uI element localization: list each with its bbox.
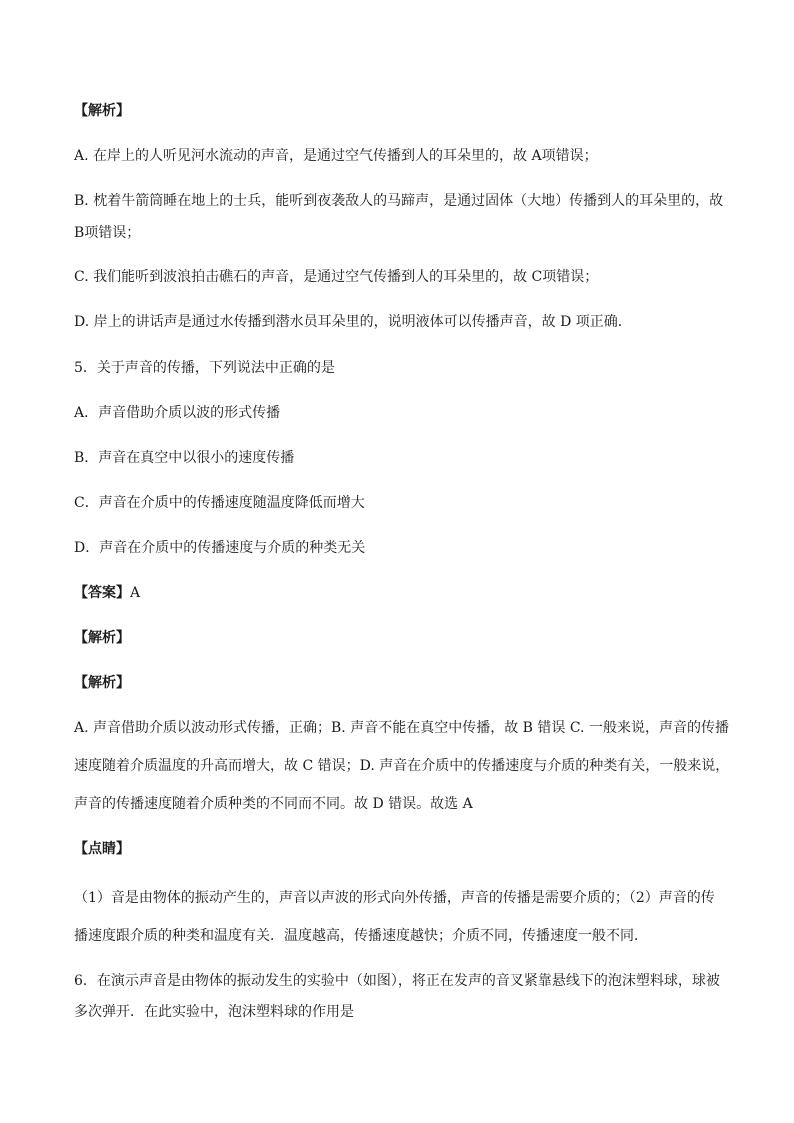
question-5-option-d: D．声音在介质中的传播速度与介质的种类无关	[74, 540, 366, 556]
answer-value: A	[130, 585, 141, 601]
analysis-option-b-line1: B. 枕着牛箭筒睡在地上的士兵，能听到夜袭敌人的马蹄声，是通过固体（大地）传播到人的耳朵里的，故	[74, 193, 724, 209]
comment-heading: 【点睛】	[74, 841, 130, 857]
question-6-stem-line1: 6．在演示声音是由物体的振动发生的实验中（如图），将正在发声的音叉紧靠悬线下的泡沫塑料球，球被	[74, 973, 720, 989]
question-5-stem: 5．关于声音的传播，下列说法中正确的是	[74, 360, 335, 376]
question-5-option-b: B．声音在真空中以很小的速度传播	[74, 450, 295, 466]
analysis-option-b-line2: B项错误；	[74, 225, 141, 241]
comment-line2: 播速度跟介质的种类和温度有关．温度越高，传播速度越快；介质不同，传播速度一般不同．	[74, 928, 648, 944]
question-5-analysis-line2: 速度随着介质温度的升高而增大，故 C 错误；D. 声音在介质中的传播速度与介质的种类有关，一般来说，	[74, 758, 730, 774]
question-5-analysis-line1: A. 声音借助介质以波动形式传播，正确；B. 声音不能在真空中传播，故 B 错误 C. 一般来说，声音的传播	[74, 720, 729, 736]
question-5-option-a: A．声音借助介质以波的形式传播	[74, 405, 281, 421]
question-5-option-c: C．声音在介质中的传播速度随温度降低而增大	[74, 495, 365, 511]
question-5-analysis-heading-2: 【解析】	[74, 675, 130, 691]
question-5-analysis-line3: 声音的传播速度随着介质种类的不同而不同。故 D 错误。故选 A	[74, 796, 473, 812]
question-5-analysis-heading-1: 【解析】	[74, 630, 130, 646]
question-5-answer	[74, 583, 724, 603]
analysis-heading: 【解析】	[74, 103, 130, 119]
answer-label: 【答案】	[74, 585, 130, 601]
comment-line1: （1）音是由物体的振动产生的，声音以声波的形式向外传播，声音的传播是需要介质的；（2）声音的传	[74, 890, 715, 906]
analysis-option-d: D. 岸上的讲话声是通过水传播到潜水员耳朵里的，说明液体可以传播声音，故 D 项正确．	[74, 314, 632, 330]
question-6-stem-line2: 多次弹开．在此实验中，泡沫塑料球的作用是	[74, 1004, 354, 1020]
analysis-option-a: A. 在岸上的人听见河水流动的声音，是通过空气传播到人的耳朵里的，故 A项错误；	[74, 148, 598, 164]
analysis-option-c: C. 我们能听到波浪拍击礁石的声音，是通过空气传播到人的耳朵里的，故 C项错误；	[74, 269, 599, 285]
